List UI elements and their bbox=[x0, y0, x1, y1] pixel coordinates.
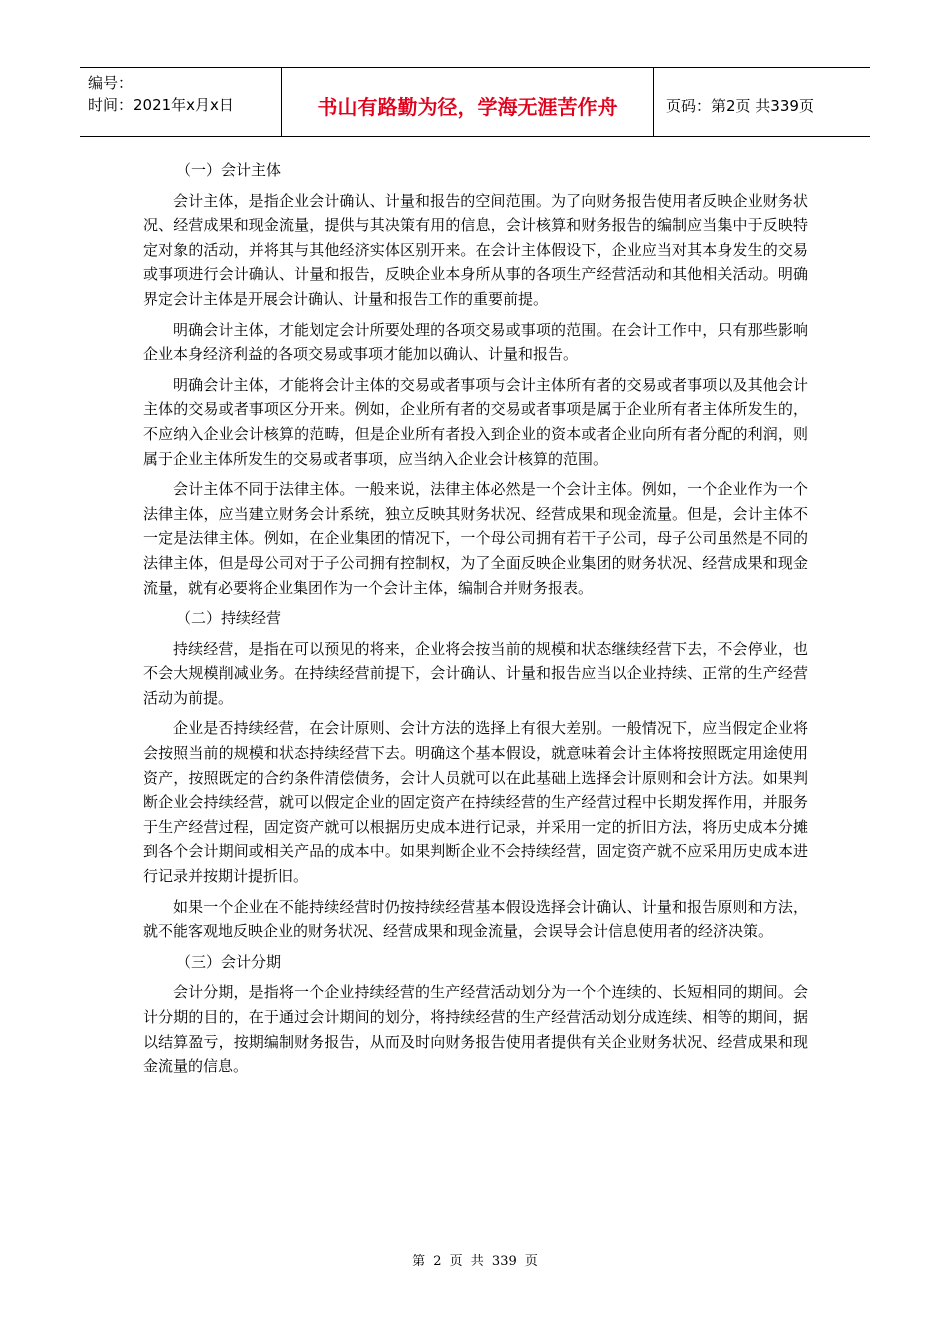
footer-page-number: 第 2 页 共 339 页 bbox=[412, 1254, 538, 1269]
body-paragraph: 如果一个企业在不能持续经营时仍按持续经营基本假设选择会计确认、计量和报告原则和方法，就不能客观地反映企业的财务状况、经营成果和现金流量，会误导会计信息使用者的经济决策。 bbox=[143, 897, 808, 941]
code-label: 编号： bbox=[88, 74, 134, 92]
header-meta-cell bbox=[80, 68, 282, 136]
section-heading: （一）会计主体 bbox=[176, 161, 282, 179]
page-info-cell bbox=[654, 68, 870, 136]
body-paragraph: 持续经营，是指在可以预见的将来，企业将会按当前的规模和状态继续经营下去，不会停业，也不会大规模削减业务。在持续经营前提下，会计确认、计量和报告应当以企业持续、正常的生产经营活动为前提。 bbox=[143, 639, 808, 707]
motto-cell bbox=[282, 68, 654, 136]
page-footer bbox=[0, 1250, 950, 1269]
page-header bbox=[80, 67, 870, 137]
body-paragraph: 会计分期，是指将一个企业持续经营的生产经营活动划分为一个个连续的、长短相同的期间。会计分期的目的，在于通过会计期间的划分，将持续经营的生产经营活动划分成连续、相等的期间，据以结算盈亏，按期编制财务报告，从而及时向财务报告使用者提供有关企业财务状况、经营成果和现金流量的信息。 bbox=[143, 983, 808, 1076]
motto-text: 书山有路勤为径，学海无涯苦作舟 bbox=[317, 94, 618, 119]
body-paragraph: 会计主体不同于法律主体。一般来说，法律主体必然是一个会计主体。例如，一个企业作为一个法律主体，应当建立财务会计系统，独立反映其财务状况、经营成果和现金流量。但是，会计主体不一定是法律主体。例如，在企业集团的情况下，一个母公司拥有若干子公司，母子公司虽然是不同的法律主体，但是母公司对于子公司拥有控制权，为了全面反映企业集团的财务状况、经营成果和现金流量，就有必要将企业集团作为一个会计主体，编制合并财务报表。 bbox=[143, 480, 808, 597]
section-heading: （二）持续经营 bbox=[176, 609, 282, 628]
page-info-text: 页码：第2页 共339页 bbox=[666, 96, 814, 115]
body-paragraph: 会计主体，是指企业会计确认、计量和报告的空间范围。为了向财务报告使用者反映企业财务状况、经营成果和现金流量，提供与其决策有用的信息，会计核算和财务报告的编制应当集中于反映特定对象的活动，并将其与其他经济实体区别开来。在会计主体假设下，企业应当对其本身发生的交易或事项进行会计确认、计量和报告，反映企业本身所从事的各项生产经营活动和其他相关活动。明确界定会计主体是开展会计确认、计量和报告工作的重要前提。 bbox=[143, 191, 808, 308]
document-body bbox=[143, 158, 808, 1085]
time-label: 时间：2021年x月x日 bbox=[88, 96, 234, 114]
section-heading: （三）会计分期 bbox=[176, 952, 282, 971]
body-paragraph: 明确会计主体，才能将会计主体的交易或者事项与会计主体所有者的交易或者事项以及其他会计主体的交易或者事项区分开来。例如，企业所有者的交易或者事项是属于企业所有者主体所发生的，不应纳入企业会计核算的范畴，但是企业所有者投入到企业的资本或者企业向所有者分配的利润，则属于企业主体所发生的交易或者事项，应当纳入企业会计核算的范围。 bbox=[143, 375, 808, 468]
body-paragraph: 明确会计主体，才能划定会计所要处理的各项交易或事项的范围。在会计工作中，只有那些影响企业本身经济利益的各项交易或事项才能加以确认、计量和报告。 bbox=[143, 320, 808, 364]
body-paragraph: 企业是否持续经营，在会计原则、会计方法的选择上有很大差别。一般情况下，应当假定企业将会按照当前的规模和状态持续经营下去。明确这个基本假设，就意味着会计主体将按照既定用途使用资产，按照既定的合约条件清偿债务，会计人员就可以在此基础上选择会计原则和会计方法。如果判断企业会持续经营，就可以假定企业的固定资产在持续经营的生产经营过程中长期发挥作用，并服务于生产经营过程，固定资产就可以根据历史成本进行记录，并采用一定的折旧方法，将历史成本分摊到各个会计期间或相关产品的成本中。如果判断企业不会持续经营，固定资产就不应采用历史成本进行记录并按期计提折旧。 bbox=[143, 719, 808, 886]
